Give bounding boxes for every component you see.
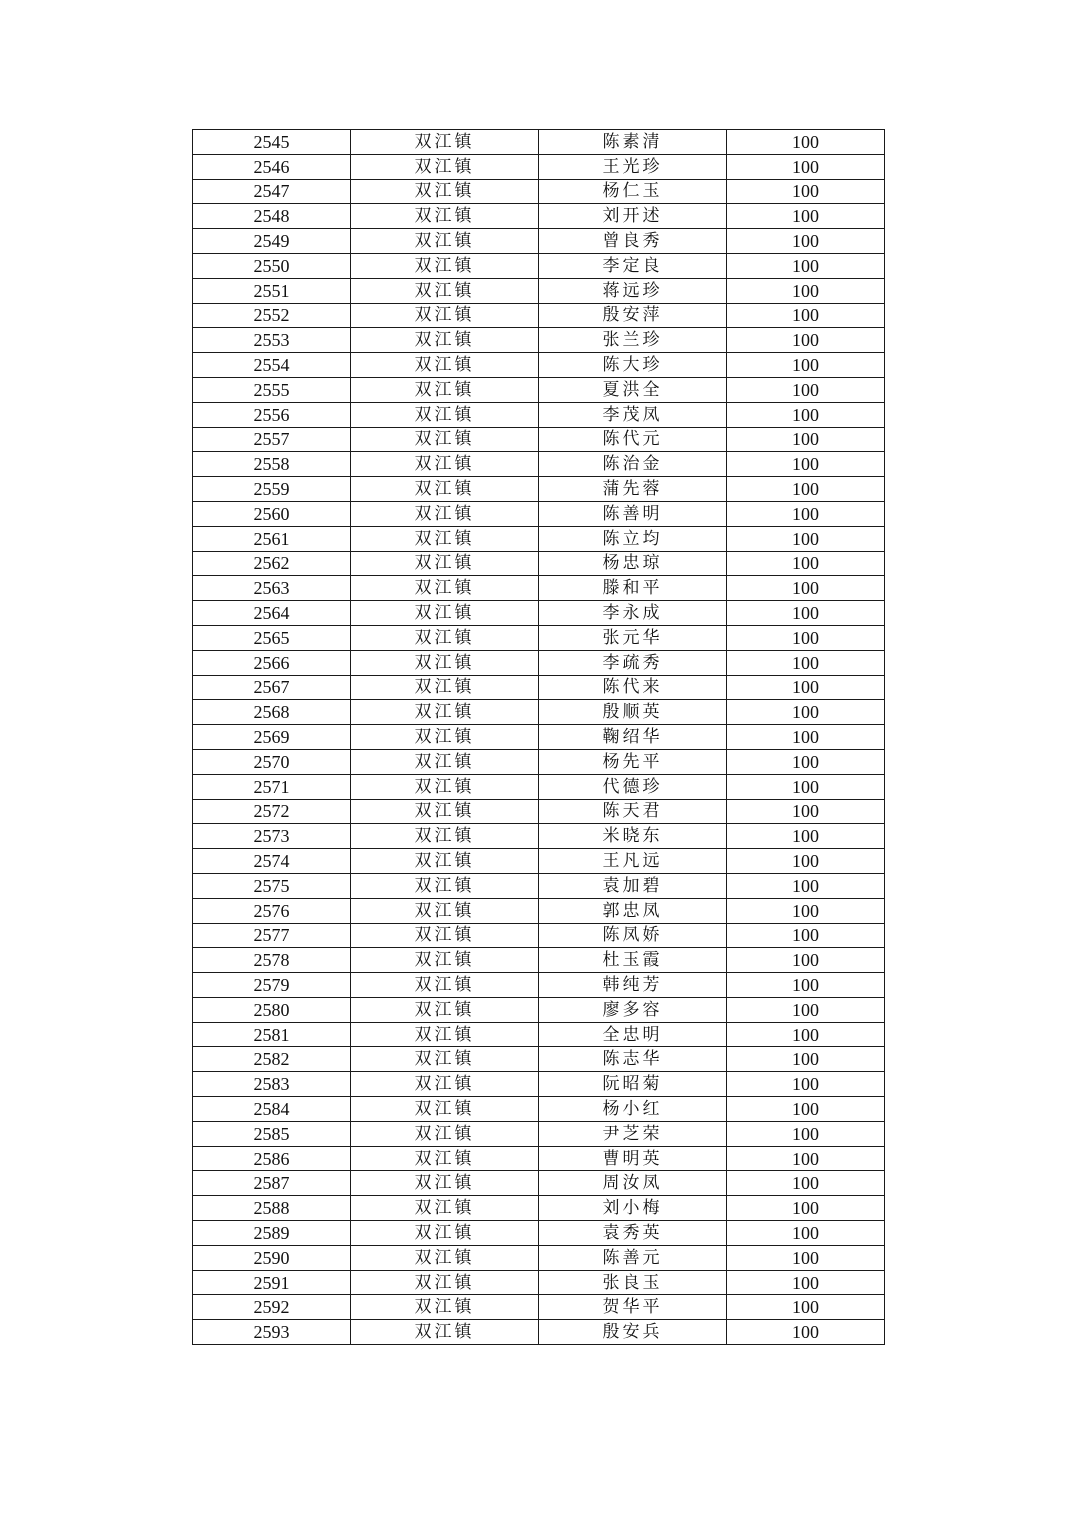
table-row <box>193 229 885 254</box>
town-cell: 双江镇 <box>351 377 539 402</box>
table-row <box>193 725 885 750</box>
person-name-cell: 李疏秀 <box>539 650 727 675</box>
town-cell: 双江镇 <box>351 1196 539 1221</box>
amount-cell: 100 <box>727 1270 885 1295</box>
town-cell: 双江镇 <box>351 973 539 998</box>
table-row <box>193 1047 885 1072</box>
row-number-cell: 2559 <box>193 477 351 502</box>
person-name-cell: 刘小梅 <box>539 1196 727 1221</box>
row-number-cell: 2575 <box>193 873 351 898</box>
table-row <box>193 427 885 452</box>
person-name-cell: 米晓东 <box>539 824 727 849</box>
amount-cell: 100 <box>727 253 885 278</box>
table-row <box>193 551 885 576</box>
town-cell: 双江镇 <box>351 1270 539 1295</box>
row-number-cell: 2582 <box>193 1047 351 1072</box>
table-row <box>193 799 885 824</box>
person-name-cell: 郭忠凤 <box>539 898 727 923</box>
amount-cell: 100 <box>727 1196 885 1221</box>
town-cell: 双江镇 <box>351 601 539 626</box>
row-number-cell: 2560 <box>193 501 351 526</box>
amount-cell: 100 <box>727 1171 885 1196</box>
person-name-cell: 陈大珍 <box>539 353 727 378</box>
town-cell: 双江镇 <box>351 353 539 378</box>
row-number-cell: 2552 <box>193 303 351 328</box>
row-number-cell: 2561 <box>193 526 351 551</box>
row-number-cell: 2581 <box>193 1022 351 1047</box>
amount-cell: 100 <box>727 204 885 229</box>
amount-cell: 100 <box>727 601 885 626</box>
town-cell: 双江镇 <box>351 204 539 229</box>
row-number-cell: 2571 <box>193 774 351 799</box>
person-name-cell: 李永成 <box>539 601 727 626</box>
amount-cell: 100 <box>727 997 885 1022</box>
table-row <box>193 130 885 155</box>
town-cell: 双江镇 <box>351 625 539 650</box>
person-name-cell: 袁秀英 <box>539 1221 727 1246</box>
amount-cell: 100 <box>727 303 885 328</box>
amount-cell: 100 <box>727 1047 885 1072</box>
town-cell: 双江镇 <box>351 179 539 204</box>
row-number-cell: 2570 <box>193 749 351 774</box>
row-number-cell: 2555 <box>193 377 351 402</box>
amount-cell: 100 <box>727 576 885 601</box>
row-number-cell: 2576 <box>193 898 351 923</box>
town-cell: 双江镇 <box>351 477 539 502</box>
town-cell: 双江镇 <box>351 1072 539 1097</box>
row-number-cell: 2564 <box>193 601 351 626</box>
town-cell: 双江镇 <box>351 1295 539 1320</box>
person-name-cell: 代德珍 <box>539 774 727 799</box>
person-name-cell: 陈善元 <box>539 1245 727 1270</box>
table-row <box>193 997 885 1022</box>
row-number-cell: 2580 <box>193 997 351 1022</box>
row-number-cell: 2545 <box>193 130 351 155</box>
row-number-cell: 2569 <box>193 725 351 750</box>
amount-cell: 100 <box>727 873 885 898</box>
town-cell: 双江镇 <box>351 576 539 601</box>
row-number-cell: 2549 <box>193 229 351 254</box>
table-row <box>193 501 885 526</box>
town-cell: 双江镇 <box>351 229 539 254</box>
person-name-cell: 全忠明 <box>539 1022 727 1047</box>
row-number-cell: 2592 <box>193 1295 351 1320</box>
table-row <box>193 898 885 923</box>
person-name-cell: 刘开述 <box>539 204 727 229</box>
table-row <box>193 353 885 378</box>
town-cell: 双江镇 <box>351 873 539 898</box>
row-number-cell: 2557 <box>193 427 351 452</box>
table-row <box>193 700 885 725</box>
row-number-cell: 2585 <box>193 1121 351 1146</box>
person-name-cell: 王凡远 <box>539 849 727 874</box>
town-cell: 双江镇 <box>351 1245 539 1270</box>
amount-cell: 100 <box>727 1221 885 1246</box>
person-name-cell: 滕和平 <box>539 576 727 601</box>
table-row <box>193 1171 885 1196</box>
town-cell: 双江镇 <box>351 1022 539 1047</box>
row-number-cell: 2590 <box>193 1245 351 1270</box>
town-cell: 双江镇 <box>351 526 539 551</box>
town-cell: 双江镇 <box>351 551 539 576</box>
row-number-cell: 2591 <box>193 1270 351 1295</box>
amount-cell: 100 <box>727 402 885 427</box>
row-number-cell: 2548 <box>193 204 351 229</box>
amount-cell: 100 <box>727 700 885 725</box>
row-number-cell: 2589 <box>193 1221 351 1246</box>
person-name-cell: 陈凤娇 <box>539 923 727 948</box>
table-row <box>193 278 885 303</box>
row-number-cell: 2553 <box>193 328 351 353</box>
person-name-cell: 夏洪全 <box>539 377 727 402</box>
person-name-cell: 杨忠琼 <box>539 551 727 576</box>
person-name-cell: 尹芝荣 <box>539 1121 727 1146</box>
town-cell: 双江镇 <box>351 1221 539 1246</box>
town-cell: 双江镇 <box>351 501 539 526</box>
amount-cell: 100 <box>727 1146 885 1171</box>
amount-cell: 100 <box>727 278 885 303</box>
town-cell: 双江镇 <box>351 675 539 700</box>
person-name-cell: 陈素清 <box>539 130 727 155</box>
person-name-cell: 张兰珍 <box>539 328 727 353</box>
table-row <box>193 204 885 229</box>
amount-cell: 100 <box>727 650 885 675</box>
row-number-cell: 2551 <box>193 278 351 303</box>
row-number-cell: 2577 <box>193 923 351 948</box>
amount-cell: 100 <box>727 477 885 502</box>
person-name-cell: 李定良 <box>539 253 727 278</box>
table-row <box>193 253 885 278</box>
person-name-cell: 张元华 <box>539 625 727 650</box>
table-row <box>193 452 885 477</box>
person-name-cell: 袁加碧 <box>539 873 727 898</box>
amount-cell: 100 <box>727 427 885 452</box>
table-row <box>193 601 885 626</box>
table-row <box>193 328 885 353</box>
town-cell: 双江镇 <box>351 154 539 179</box>
table-row <box>193 526 885 551</box>
row-number-cell: 2554 <box>193 353 351 378</box>
person-name-cell: 曹明英 <box>539 1146 727 1171</box>
person-name-cell: 贺华平 <box>539 1295 727 1320</box>
amount-cell: 100 <box>727 1245 885 1270</box>
person-name-cell: 杨小红 <box>539 1097 727 1122</box>
person-name-cell: 陈立均 <box>539 526 727 551</box>
row-number-cell: 2583 <box>193 1072 351 1097</box>
town-cell: 双江镇 <box>351 799 539 824</box>
table-row <box>193 1245 885 1270</box>
amount-cell: 100 <box>727 1320 885 1345</box>
row-number-cell: 2578 <box>193 948 351 973</box>
person-name-cell: 陈志华 <box>539 1047 727 1072</box>
person-name-cell: 张良玉 <box>539 1270 727 1295</box>
roster-table <box>192 129 885 1345</box>
town-cell: 双江镇 <box>351 1097 539 1122</box>
row-number-cell: 2547 <box>193 179 351 204</box>
amount-cell: 100 <box>727 1097 885 1122</box>
table-row <box>193 377 885 402</box>
town-cell: 双江镇 <box>351 849 539 874</box>
person-name-cell: 曾良秀 <box>539 229 727 254</box>
town-cell: 双江镇 <box>351 253 539 278</box>
row-number-cell: 2566 <box>193 650 351 675</box>
amount-cell: 100 <box>727 526 885 551</box>
town-cell: 双江镇 <box>351 130 539 155</box>
amount-cell: 100 <box>727 973 885 998</box>
roster-table-body <box>193 130 885 1345</box>
row-number-cell: 2584 <box>193 1097 351 1122</box>
table-row <box>193 749 885 774</box>
town-cell: 双江镇 <box>351 824 539 849</box>
table-row <box>193 1146 885 1171</box>
table-row <box>193 973 885 998</box>
table-row <box>193 873 885 898</box>
person-name-cell: 陈治金 <box>539 452 727 477</box>
town-cell: 双江镇 <box>351 948 539 973</box>
row-number-cell: 2567 <box>193 675 351 700</box>
town-cell: 双江镇 <box>351 303 539 328</box>
amount-cell: 100 <box>727 377 885 402</box>
town-cell: 双江镇 <box>351 923 539 948</box>
amount-cell: 100 <box>727 353 885 378</box>
town-cell: 双江镇 <box>351 328 539 353</box>
amount-cell: 100 <box>727 849 885 874</box>
amount-cell: 100 <box>727 749 885 774</box>
amount-cell: 100 <box>727 824 885 849</box>
row-number-cell: 2586 <box>193 1146 351 1171</box>
table-row <box>193 849 885 874</box>
amount-cell: 100 <box>727 799 885 824</box>
row-number-cell: 2556 <box>193 402 351 427</box>
table-row <box>193 1221 885 1246</box>
row-number-cell: 2579 <box>193 973 351 998</box>
table-row <box>193 1072 885 1097</box>
town-cell: 双江镇 <box>351 1171 539 1196</box>
amount-cell: 100 <box>727 179 885 204</box>
row-number-cell: 2587 <box>193 1171 351 1196</box>
town-cell: 双江镇 <box>351 997 539 1022</box>
table-row <box>193 303 885 328</box>
table-row <box>193 402 885 427</box>
row-number-cell: 2558 <box>193 452 351 477</box>
row-number-cell: 2588 <box>193 1196 351 1221</box>
town-cell: 双江镇 <box>351 1047 539 1072</box>
table-row <box>193 1295 885 1320</box>
amount-cell: 100 <box>727 923 885 948</box>
table-row <box>193 824 885 849</box>
town-cell: 双江镇 <box>351 427 539 452</box>
person-name-cell: 陈天君 <box>539 799 727 824</box>
amount-cell: 100 <box>727 154 885 179</box>
table-row <box>193 923 885 948</box>
table-row <box>193 477 885 502</box>
town-cell: 双江镇 <box>351 402 539 427</box>
row-number-cell: 2574 <box>193 849 351 874</box>
town-cell: 双江镇 <box>351 650 539 675</box>
amount-cell: 100 <box>727 725 885 750</box>
town-cell: 双江镇 <box>351 1320 539 1345</box>
town-cell: 双江镇 <box>351 749 539 774</box>
person-name-cell: 陈代来 <box>539 675 727 700</box>
row-number-cell: 2565 <box>193 625 351 650</box>
table-row <box>193 1196 885 1221</box>
person-name-cell: 蒲先蓉 <box>539 477 727 502</box>
table-row <box>193 948 885 973</box>
table-row <box>193 576 885 601</box>
row-number-cell: 2572 <box>193 799 351 824</box>
person-name-cell: 杜玉霞 <box>539 948 727 973</box>
amount-cell: 100 <box>727 898 885 923</box>
amount-cell: 100 <box>727 551 885 576</box>
amount-cell: 100 <box>727 130 885 155</box>
town-cell: 双江镇 <box>351 278 539 303</box>
amount-cell: 100 <box>727 1295 885 1320</box>
amount-cell: 100 <box>727 328 885 353</box>
person-name-cell: 李茂凤 <box>539 402 727 427</box>
table-row <box>193 774 885 799</box>
person-name-cell: 殷安兵 <box>539 1320 727 1345</box>
row-number-cell: 2563 <box>193 576 351 601</box>
town-cell: 双江镇 <box>351 700 539 725</box>
person-name-cell: 王光珍 <box>539 154 727 179</box>
town-cell: 双江镇 <box>351 1146 539 1171</box>
town-cell: 双江镇 <box>351 725 539 750</box>
person-name-cell: 陈代元 <box>539 427 727 452</box>
amount-cell: 100 <box>727 948 885 973</box>
row-number-cell: 2573 <box>193 824 351 849</box>
person-name-cell: 殷安萍 <box>539 303 727 328</box>
amount-cell: 100 <box>727 229 885 254</box>
row-number-cell: 2562 <box>193 551 351 576</box>
amount-cell: 100 <box>727 501 885 526</box>
person-name-cell: 周汝凤 <box>539 1171 727 1196</box>
town-cell: 双江镇 <box>351 898 539 923</box>
table-row <box>193 154 885 179</box>
table-row <box>193 1320 885 1345</box>
amount-cell: 100 <box>727 1022 885 1047</box>
table-row <box>193 179 885 204</box>
person-name-cell: 廖多容 <box>539 997 727 1022</box>
row-number-cell: 2546 <box>193 154 351 179</box>
table-row <box>193 625 885 650</box>
table-row <box>193 650 885 675</box>
table-row <box>193 675 885 700</box>
town-cell: 双江镇 <box>351 774 539 799</box>
amount-cell: 100 <box>727 1121 885 1146</box>
amount-cell: 100 <box>727 625 885 650</box>
table-row <box>193 1022 885 1047</box>
person-name-cell: 殷顺英 <box>539 700 727 725</box>
amount-cell: 100 <box>727 452 885 477</box>
row-number-cell: 2593 <box>193 1320 351 1345</box>
town-cell: 双江镇 <box>351 452 539 477</box>
person-name-cell: 鞠绍华 <box>539 725 727 750</box>
person-name-cell: 杨仁玉 <box>539 179 727 204</box>
amount-cell: 100 <box>727 774 885 799</box>
row-number-cell: 2568 <box>193 700 351 725</box>
person-name-cell: 陈善明 <box>539 501 727 526</box>
table-row <box>193 1097 885 1122</box>
town-cell: 双江镇 <box>351 1121 539 1146</box>
table-row <box>193 1270 885 1295</box>
amount-cell: 100 <box>727 675 885 700</box>
amount-cell: 100 <box>727 1072 885 1097</box>
person-name-cell: 阮昭菊 <box>539 1072 727 1097</box>
person-name-cell: 韩纯芳 <box>539 973 727 998</box>
row-number-cell: 2550 <box>193 253 351 278</box>
person-name-cell: 杨先平 <box>539 749 727 774</box>
table-row <box>193 1121 885 1146</box>
person-name-cell: 蒋远珍 <box>539 278 727 303</box>
